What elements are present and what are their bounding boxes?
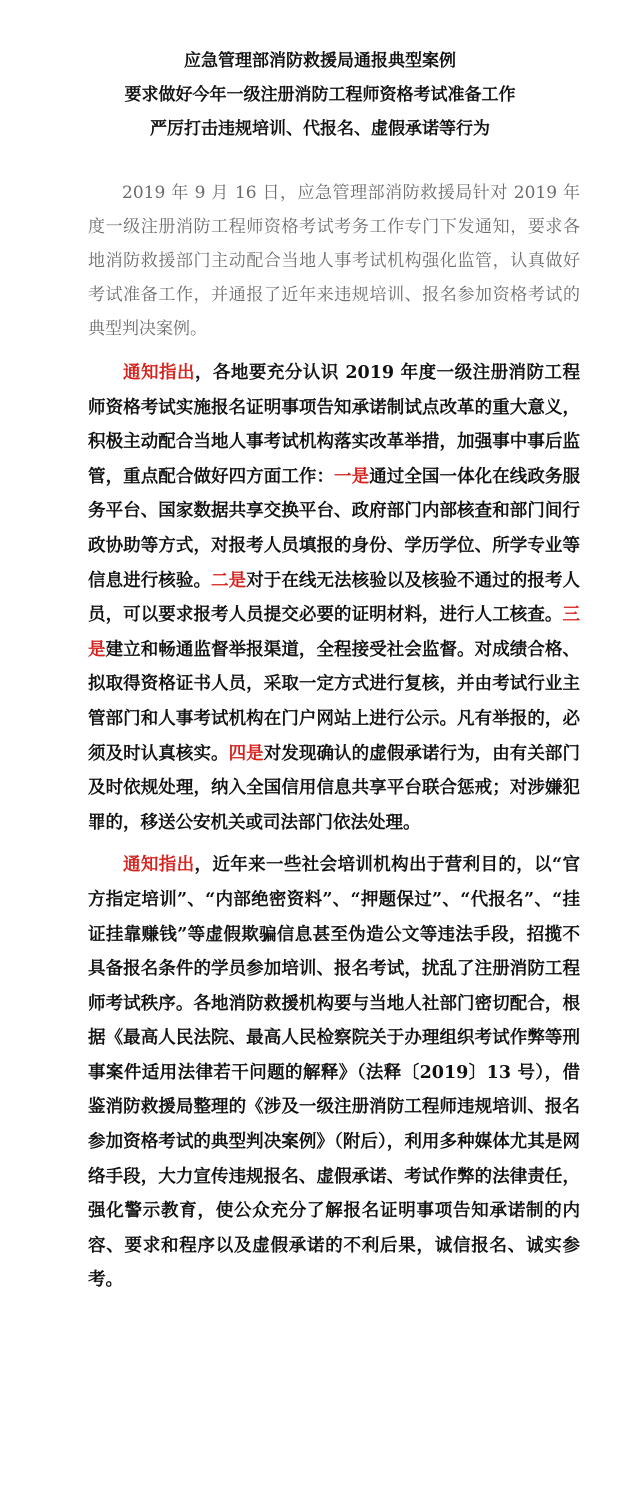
notice-label: 通知指出 — [123, 363, 195, 383]
paragraph-illegal-training — [88, 848, 580, 1298]
paragraph-text: ，各地要充分认识 2019 年度一级注册消防工程师资格考试实施报名证明事项告知承诺制试点改革的重大意义，积极主动配合当地人事考试机构落实改革举措，加强事中事后监管，重点配合做好四方面工作： — [88, 363, 581, 487]
headline-line-2: 要求做好今年一级注册消防工程师资格考试准备工作 — [124, 85, 516, 105]
paragraph-text: 对发现确认的虚假承诺行为，由有关部门及时依规处理，纳入全国信用信息共享平台联合惩戒；对涉嫌犯罪的，移送公安机关或司法部门依法处理。 — [88, 743, 581, 833]
paragraph-text: 对于在线无法核验以及核验不通过的报考人员，可以要求报考人员提交必要的证明材料，进行人工核查。 — [88, 570, 581, 626]
item-marker-1: 一是 — [334, 466, 370, 487]
headline-block — [60, 44, 580, 146]
paragraph-text: 建立和畅通监督举报渠道，全程接受社会监督。对成绩合格、拟取得资格证书人员，采取一定方式进行复核，并由考试行业主管部门和人事考试机构在门户网站上进行公示。凡有举报的，必须及时认真核实。 — [88, 639, 581, 764]
item-marker-2: 二是 — [211, 570, 247, 591]
item-marker-3: 三是 — [88, 605, 580, 660]
paragraph-four-tasks — [88, 356, 580, 840]
notice-label: 通知指出 — [123, 855, 195, 876]
headline-line-3: 严厉打击违规培训、代报名、虚假承诺等行为 — [150, 119, 490, 139]
lead-paragraph: 2019 年 9 月 16 日，应急管理部消防救援局针对 2019 年度一级注册消防工程师资格考试考务工作专门下发通知，要求各地消防救援部门主动配合当地人事考试机构强化监管，认真做好考试准备工作，并通报了近年来违规培训、报名参加资格考试的典型判决案例。 — [88, 183, 580, 339]
headline-line-1: 应急管理部消防救援局通报典型案例 — [184, 51, 456, 71]
paragraph-text: ，近年来一些社会培训机构出于营利目的，以“官方指定培训”、“内部绝密资料”、“押题保过”、“代报名”、“挂证挂靠赚钱”等虚假欺骗信息甚至伪造公文等违法手段，招揽不具备报名条件的学员参加培训、报名考试，扰乱了注册消防工程师考试秩序。各地消防救援机构要与当地人社部门密切配合，根据《最高人民法院、最高人民检察院关于办理组织考试作弊等刑事案件适用法律若干问题的解释》（法释〔2019〕13 号），借鉴消防救援局整理的《涉及一级注册消防工程师违规培训、报名参加资格考试的典型判决案例》（附后），利用多种媒体尤其是网络手段，大力宣传违规报名、虚假承诺、考试作弊的法律责任，强化警示教育，使公众充分了解报名证明事项告知承诺制的内容、要求和程序以及虚假承诺的不利后果，诚信报名、诚实参考。 — [88, 855, 580, 1291]
paragraph-text: 通过全国一体化在线政务服务平台、国家数据共享交换平台、政府部门内部核查和部门间行政协助等方式，对报考人员填报的身份、学历学位、所学专业等信息进行核验。 — [88, 466, 581, 591]
item-marker-4: 四是 — [228, 743, 264, 764]
